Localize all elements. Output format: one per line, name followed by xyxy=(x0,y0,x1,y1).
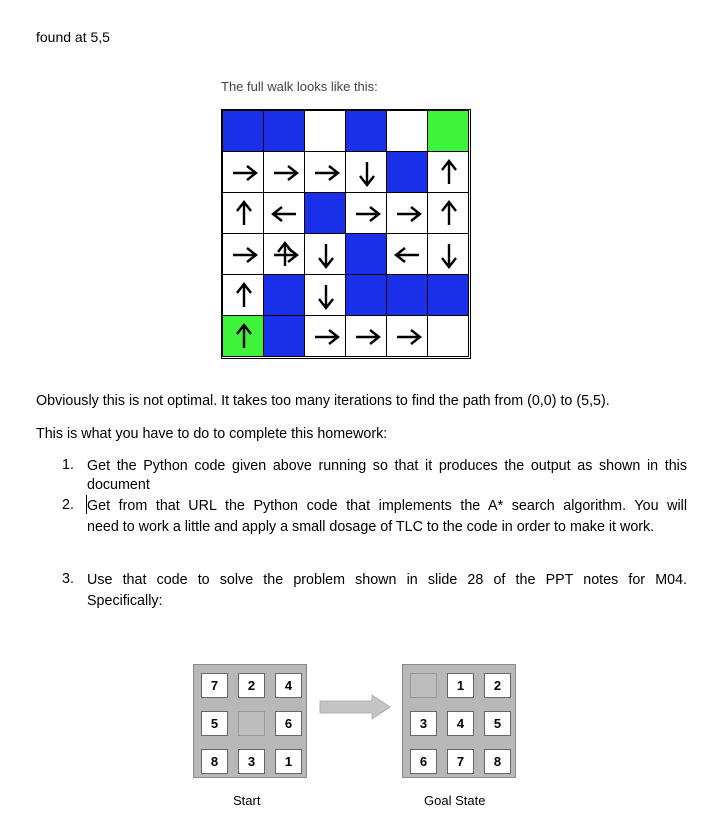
list-item-3-line1: Use that code to solve the problem shown in slide 28 of the PPT notes for M04. xyxy=(87,572,687,588)
arrow-down-icon xyxy=(346,152,388,194)
start-tile xyxy=(238,711,265,736)
goal-tile: 4 xyxy=(447,711,474,736)
walk-cell xyxy=(222,192,264,234)
walk-cell xyxy=(345,151,387,193)
goal-board xyxy=(402,664,516,778)
arrow-right-icon xyxy=(387,316,429,358)
arrow-left-icon xyxy=(264,193,306,235)
walk-cell xyxy=(386,192,428,234)
walk-cell xyxy=(304,192,346,234)
arrow-up-icon xyxy=(223,193,265,235)
walk-cell xyxy=(263,151,305,193)
walk-cell xyxy=(222,151,264,193)
start-tile: 4 xyxy=(275,673,302,698)
walk-cell xyxy=(427,151,469,193)
walk-cell xyxy=(427,110,469,152)
goal-tile: 3 xyxy=(410,711,437,736)
arrow-down-icon xyxy=(305,275,347,317)
arrow-right-icon xyxy=(264,234,306,276)
walk-cell xyxy=(386,233,428,275)
goal-label: Goal State xyxy=(424,793,486,808)
walk-cell xyxy=(386,274,428,316)
walk-cell xyxy=(386,315,428,357)
transition-arrow-icon xyxy=(318,694,392,720)
walk-cell xyxy=(386,110,428,152)
start-tile: 3 xyxy=(238,749,265,774)
walk-cell xyxy=(263,110,305,152)
walk-cell xyxy=(345,233,387,275)
start-label: Start xyxy=(233,793,261,808)
arrow-up-icon xyxy=(223,275,265,317)
list-item-3-number: 3. xyxy=(62,571,74,587)
start-tile: 7 xyxy=(201,673,228,698)
list-item-2-line2: need to work a little and apply a small dosage of TLC to the code in order to make it work. xyxy=(87,519,655,535)
walk-cell xyxy=(222,233,264,275)
walk-cell xyxy=(304,315,346,357)
start-board xyxy=(193,664,307,778)
walk-cell xyxy=(304,274,346,316)
arrow-right-icon xyxy=(223,234,265,276)
list-item-1-line2: document xyxy=(87,477,150,493)
arrow-right-icon xyxy=(305,152,347,194)
start-tile: 2 xyxy=(238,673,265,698)
arrow-down-icon xyxy=(305,234,347,276)
goal-tile xyxy=(410,673,437,698)
walk-cell xyxy=(304,233,346,275)
list-item-3-line2: Specifically: xyxy=(87,593,163,609)
goal-tile: 8 xyxy=(484,749,511,774)
arrow-right-icon xyxy=(346,193,388,235)
walk-cell xyxy=(263,315,305,357)
arrow-right-icon xyxy=(387,193,429,235)
goal-tile: 7 xyxy=(447,749,474,774)
goal-tile: 6 xyxy=(410,749,437,774)
walk-caption: The full walk looks like this: xyxy=(221,79,378,94)
walk-cell xyxy=(222,315,264,357)
start-tile: 6 xyxy=(275,711,302,736)
walk-cell xyxy=(427,274,469,316)
walk-cell xyxy=(386,151,428,193)
arrow-up-icon xyxy=(223,316,265,358)
walk-cell xyxy=(263,233,305,275)
goal-tile: 1 xyxy=(447,673,474,698)
walk-grid xyxy=(221,109,471,359)
paragraph-optimal: Obviously this is not optimal. It takes too many iterations to find the path from (0,0) to (5,5). xyxy=(36,393,610,409)
walk-cell xyxy=(304,151,346,193)
list-item-2-line1: Get from that URL the Python code that implements the A* search algorithm. You will xyxy=(87,498,687,514)
arrow-up-icon xyxy=(428,193,470,235)
goal-tile: 5 xyxy=(484,711,511,736)
list-item-1-number: 1. xyxy=(62,457,74,473)
goal-tile: 2 xyxy=(484,673,511,698)
arrow-right-icon xyxy=(346,316,388,358)
arrow-right-icon xyxy=(264,152,306,194)
arrow-right-icon xyxy=(223,152,265,194)
start-tile: 8 xyxy=(201,749,228,774)
arrow-up-icon xyxy=(428,152,470,194)
walk-cell xyxy=(345,274,387,316)
walk-cell xyxy=(345,192,387,234)
walk-cell xyxy=(222,110,264,152)
walk-cell xyxy=(222,274,264,316)
paragraph-instructions: This is what you have to do to complete this homework: xyxy=(36,426,388,442)
list-item-2-number: 2. xyxy=(62,497,74,513)
found-text: found at 5,5 xyxy=(36,29,110,45)
walk-cell xyxy=(427,192,469,234)
start-tile: 5 xyxy=(201,711,228,736)
walk-cell xyxy=(304,110,346,152)
walk-cell xyxy=(345,315,387,357)
walk-cell xyxy=(427,233,469,275)
list-item-1-line1: Get the Python code given above running so that it produces the output as shown in this xyxy=(87,458,687,474)
walk-cell xyxy=(345,110,387,152)
arrow-down-icon xyxy=(428,234,470,276)
walk-cell xyxy=(263,192,305,234)
walk-cell xyxy=(263,274,305,316)
arrow-left-icon xyxy=(387,234,429,276)
start-tile: 1 xyxy=(275,749,302,774)
walk-cell xyxy=(427,315,469,357)
arrow-right-icon xyxy=(305,316,347,358)
